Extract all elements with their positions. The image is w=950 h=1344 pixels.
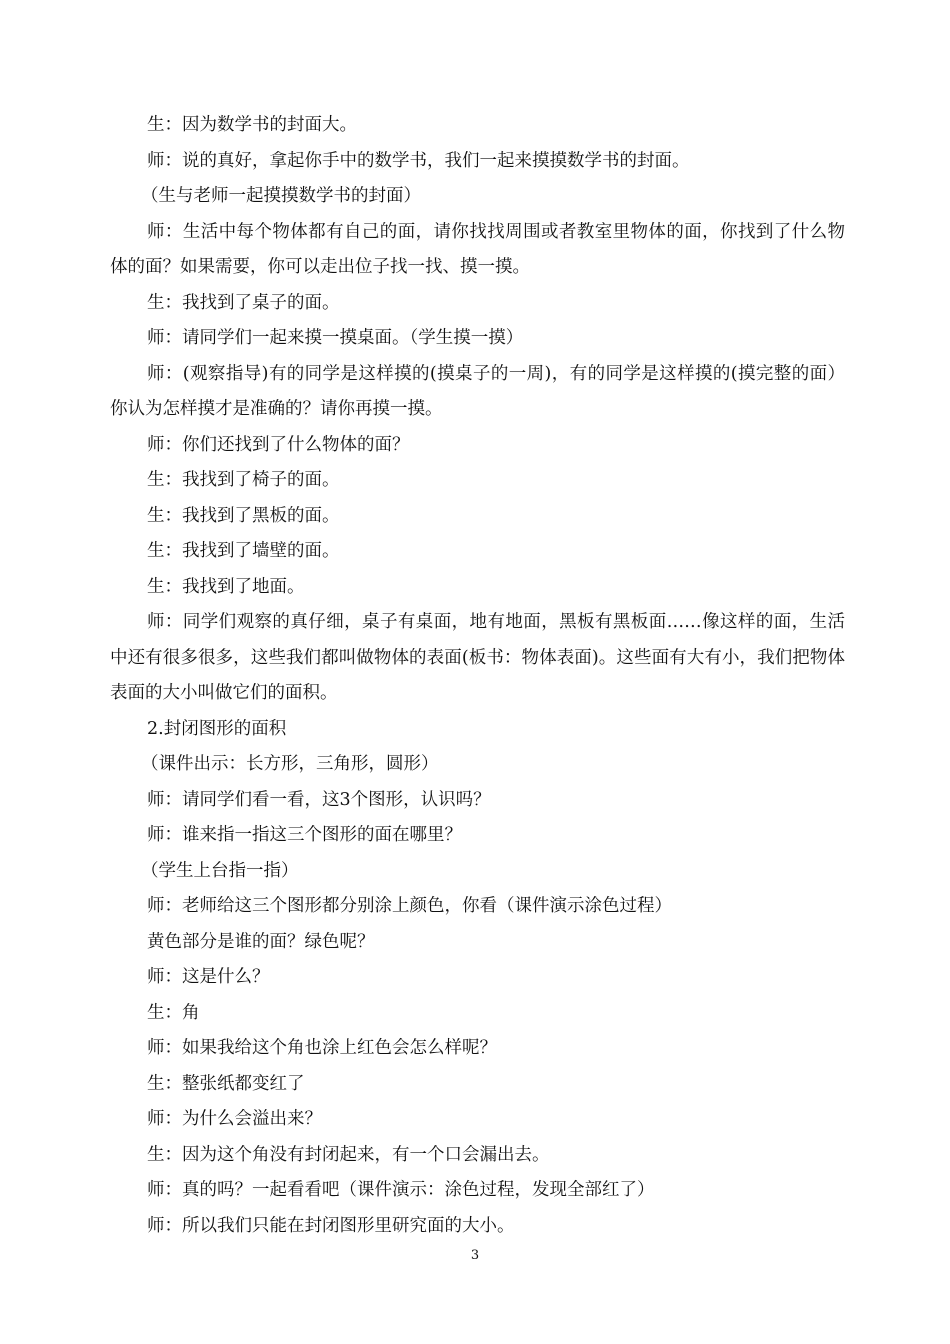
paragraph: （生与老师一起摸摸数学书的封面） <box>141 186 421 206</box>
section-heading: 2.封闭图形的面积 <box>147 718 287 739</box>
paragraph: 生：我找到了墙壁的面。 <box>147 541 340 561</box>
paragraph: 师：请同学们看一看，这3个图形，认识吗？ <box>147 789 491 810</box>
paragraph: 黄色部分是谁的面？绿色呢？ <box>147 931 375 952</box>
paragraph: 师：如果我给这个角也涂上红色会怎么样呢？ <box>147 1038 497 1058</box>
paragraph: 生：我找到了黑板的面。 <box>147 505 340 526</box>
paragraph: （课件出示：长方形，三角形，圆形） <box>141 754 439 774</box>
document-body <box>110 108 845 1244</box>
paragraph: 师：你们还找到了什么物体的面？ <box>147 434 410 455</box>
paragraph: 生：因为这个角没有封闭起来，有一个口会漏出去。 <box>147 1144 550 1165</box>
paragraph: 生：我找到了桌子的面。 <box>147 292 340 313</box>
paragraph: 生：我找到了地面。 <box>147 576 305 597</box>
paragraph: 师：为什么会溢出来？ <box>147 1109 322 1129</box>
paragraph: 师：(观察指导)有的同学是这样摸的(摸桌子的一周)，有的同学是这样摸的(摸完整的面）你认为怎样摸才是准确的？请你再摸一摸。 <box>110 363 845 419</box>
paragraph: 师：这是什么？ <box>147 967 270 987</box>
paragraph: （学生上台指一指） <box>141 860 299 881</box>
paragraph: 师：谁来指一指这三个图形的面在哪里？ <box>147 825 462 845</box>
paragraph: 师：所以我们只能在封闭图形里研究面的大小。 <box>147 1215 515 1236</box>
paragraph: 生：角 <box>147 1002 200 1023</box>
paragraph: 师：真的吗？一起看看吧（课件演示：涂色过程，发现全部红了） <box>147 1180 655 1200</box>
paragraph: 生：整张纸都变红了 <box>147 1073 305 1094</box>
page-number: 3 <box>470 1248 480 1263</box>
paragraph: 师：生活中每个物体都有自己的面，请你找找周围或者教室里物体的面，你找到了什么物体的面？如果需要，你可以走出位子找一找、摸一摸。 <box>110 221 845 277</box>
paragraph: 生：我找到了椅子的面。 <box>147 470 340 490</box>
paragraph: 师：说的真好，拿起你手中的数学书，我们一起来摸摸数学书的封面。 <box>147 150 690 171</box>
paragraph: 生：因为数学书的封面大。 <box>147 115 357 135</box>
paragraph: 师：老师给这三个图形都分别涂上颜色，你看（课件演示涂色过程） <box>147 896 672 916</box>
paragraph: 师：请同学们一起来摸一摸桌面。（学生摸一摸） <box>147 328 524 348</box>
paragraph: 师：同学们观察的真仔细，桌子有桌面，地有地面，黑板有黑板面……像这样的面，生活中还有很多很多，这些我们都叫做物体的表面(板书：物体表面)。这些面有大有小，我们把物体表面的大小叫做它们的面积。 <box>110 612 845 703</box>
